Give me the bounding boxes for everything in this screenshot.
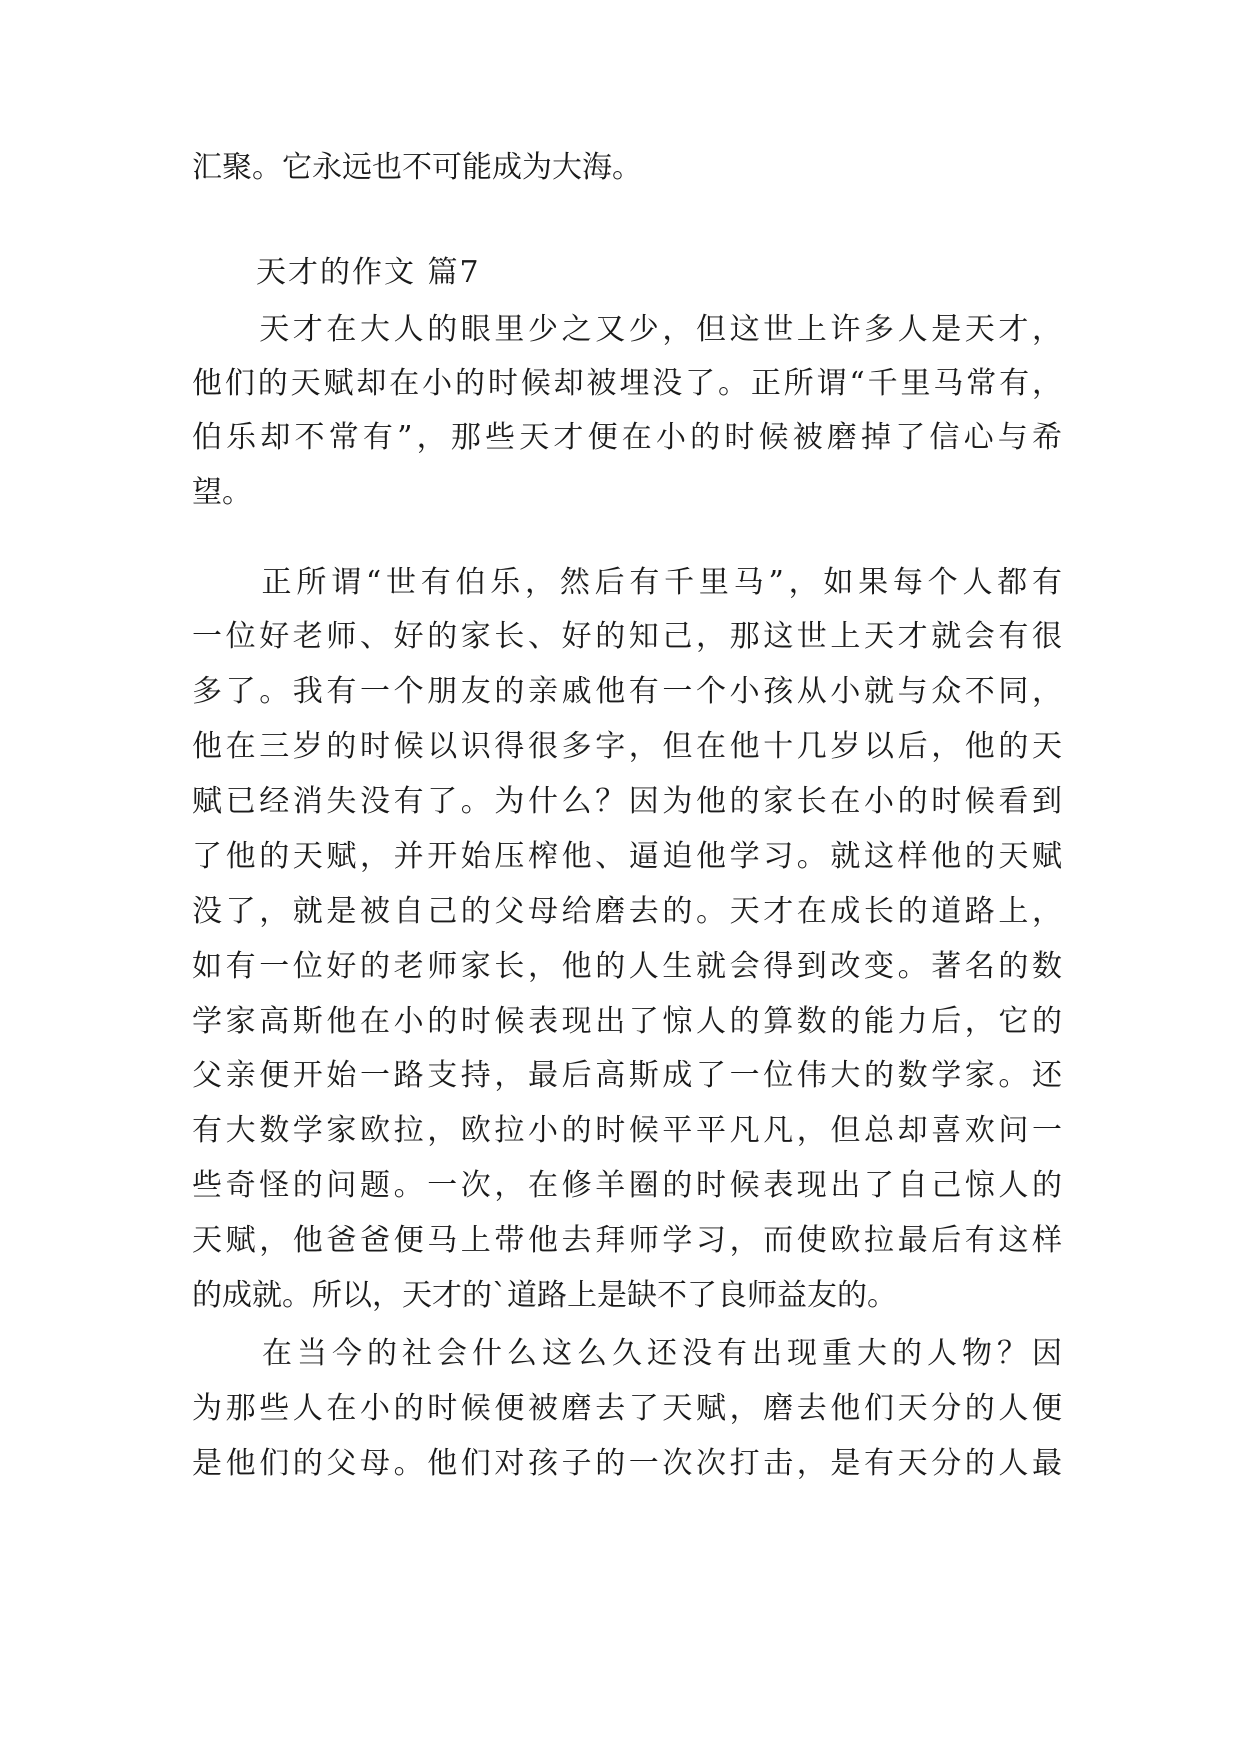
paragraph-line: 了他的天赋，并开始压榨他、逼迫他学习。就这样他的天赋 bbox=[192, 839, 1062, 874]
paragraph-line: 一位好老师、好的家长、好的知己，那这世上天才就会有很 bbox=[192, 619, 1062, 654]
paragraph-line: 些奇怪的问题。一次，在修羊圈的时候表现出了自己惊人的 bbox=[192, 1168, 1062, 1203]
paragraph-line: 望。 bbox=[192, 475, 252, 510]
paragraph-line: 是他们的父母。他们对孩子的一次次打击，是有天分的人最 bbox=[192, 1446, 1062, 1481]
paragraph-line: 他在三岁的时候以识得很多字，但在他十几岁以后，他的天 bbox=[192, 729, 1062, 764]
carryover-line: 汇聚。它永远也不可能成为大海。 bbox=[192, 150, 642, 185]
paragraph-line: 多了。我有一个朋友的亲戚他有一个小孩从小就与众不同， bbox=[192, 674, 1062, 709]
paragraph-line: 学家高斯他在小的时候表现出了惊人的算数的能力后，它的 bbox=[192, 1004, 1062, 1039]
paragraph-line: 没了，就是被自己的父母给磨去的。天才在成长的道路上， bbox=[192, 894, 1062, 929]
section-title: 天才的作文 篇7 bbox=[256, 255, 481, 290]
paragraph-line: 天赋，他爸爸便马上带他去拜师学习，而使欧拉最后有这样 bbox=[192, 1223, 1062, 1258]
paragraph-line: 赋已经消失没有了。为什么？因为他的家长在小的时候看到 bbox=[192, 784, 1062, 819]
paragraph-line: 伯乐却不常有”，那些天才便在小的时候被磨掉了信心与希 bbox=[192, 420, 1062, 455]
paragraph-line: 为那些人在小的时候便被磨去了天赋，磨去他们天分的人便 bbox=[192, 1391, 1062, 1426]
paragraph-line: 正所谓“世有伯乐，然后有千里马”，如果每个人都有 bbox=[192, 565, 1062, 600]
paragraph-line: 他们的天赋却在小的时候却被埋没了。正所谓“千里马常有， bbox=[192, 366, 1062, 401]
paragraph-line: 的成就。所以，天才的`道路上是缺不了良师益友的。 bbox=[192, 1278, 897, 1313]
paragraph-line: 有大数学家欧拉，欧拉小的时候平平凡凡，但总却喜欢问一 bbox=[192, 1113, 1062, 1148]
paragraph-line: 如有一位好的老师家长，他的人生就会得到改变。著名的数 bbox=[192, 949, 1062, 984]
paragraph-line: 天才在大人的眼里少之又少，但这世上许多人是天才， bbox=[192, 312, 1062, 347]
paragraph-line: 父亲便开始一路支持，最后高斯成了一位伟大的数学家。还 bbox=[192, 1058, 1062, 1093]
paragraph-line: 在当今的社会什么这么久还没有出现重大的人物？因 bbox=[192, 1336, 1062, 1371]
